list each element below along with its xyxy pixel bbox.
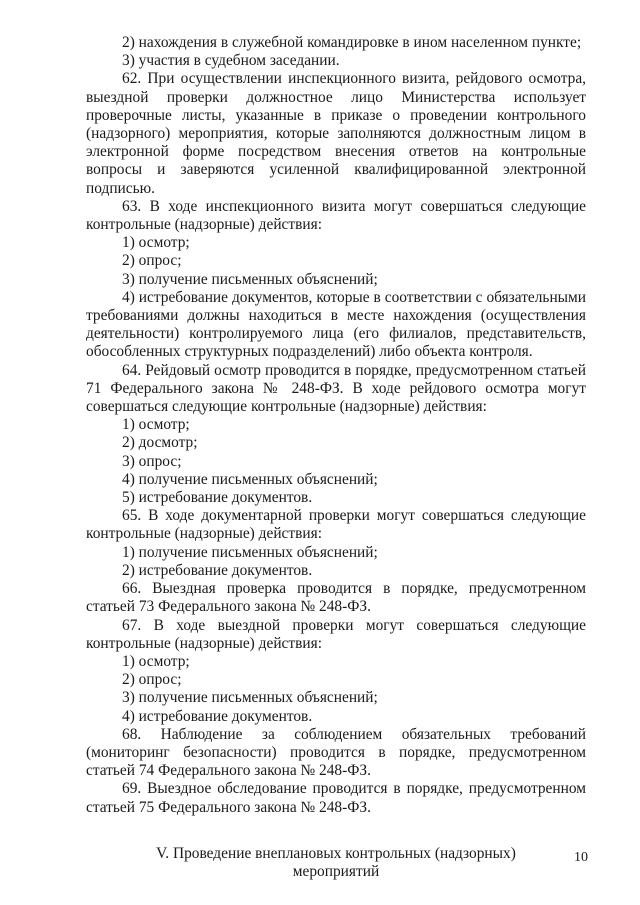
list-item: 4) истребование документов, которые в соответствии с обязательными требованиями должны находиться в месте нахождения (осуществления деятельности) контролируемого лица (его филиалов, представительств, обособленных структурных подразделений) либо объекта контроля. — [86, 288, 586, 361]
paragraph: 68. Наблюдение за соблюдением обязательных требований (мониторинг безопасности) проводится в порядке, предусмотренном статьей 74 Федерального закона № 248-ФЗ. — [86, 725, 586, 780]
list-item: 4) истребование документов. — [122, 707, 313, 725]
paragraph: 63. В ходе инспекционного визита могут совершаться следующие контрольные (надзорные) действия: — [86, 197, 586, 234]
paragraph: 66. Выездная проверка проводится в порядке, предусмотренном статьей 73 Федерального закона № 248-ФЗ. — [86, 580, 586, 616]
list-item: 3) получение письменных объяснений; — [122, 689, 378, 707]
list-item: 2) истребование документов. — [122, 561, 313, 579]
list-item: 4) получение письменных объяснений; — [122, 470, 378, 488]
list-item: 3) опрос; — [122, 452, 182, 470]
paragraph: 69. Выездное обследование проводится в порядке, предусмотренном статьей 75 Федерального закона № 248-ФЗ. — [86, 780, 586, 816]
paragraph: 2) нахождения в служебной командировке в ином населенном пункте; — [122, 34, 582, 51]
list-item: 2) опрос; — [122, 671, 182, 689]
list-item: 1) осмотр; — [122, 416, 190, 434]
paragraph: 62. При осуществлении инспекционного визита, рейдового осмотра, выездной проверки должностное лицо Министерства использует проверочные листы, указанные в приказе о проведении контрольного (надзорного) мероприятия, которые заполняются должностным лицом в электронной форме посредством внесения ответов на контрольные вопросы и заверяются усиленной квалифицированной электронной подписью. — [86, 70, 586, 197]
list-item: 1) получение письменных объяснений; — [122, 543, 378, 561]
paragraph: 65. В ходе документарной проверки могут совершаться следующие контрольные (надзорные) действия: — [86, 507, 586, 543]
paragraph: 67. В ходе выездной проверки могут совершаться следующие контрольные (надзорные) действия: — [86, 616, 586, 652]
list-item: 5) истребование документов. — [122, 489, 313, 507]
body-text — [86, 34, 586, 817]
list-item: 1) осмотр; — [122, 234, 190, 252]
list-item: 1) осмотр; — [122, 652, 190, 670]
list-item: 2) опрос; — [122, 252, 182, 270]
list-item: 3) получение письменных объяснений; — [122, 270, 378, 288]
list-item: 2) досмотр; — [122, 434, 198, 452]
section-heading — [86, 845, 586, 882]
section-heading-line: мероприятий — [292, 863, 380, 881]
section-heading-line: V. Проведение внеплановых контрольных (надзорных) — [156, 844, 516, 862]
page-number: 10 — [574, 850, 588, 865]
paragraph: 3) участия в судебном заседании. — [122, 52, 340, 70]
paragraph: 64. Рейдовый осмотр проводится в порядке, предусмотренном статьей 71 Федерального закона № 248-ФЗ. В ходе рейдового осмотра могут совершаться следующие контрольные (надзорные) действия: — [86, 361, 586, 416]
